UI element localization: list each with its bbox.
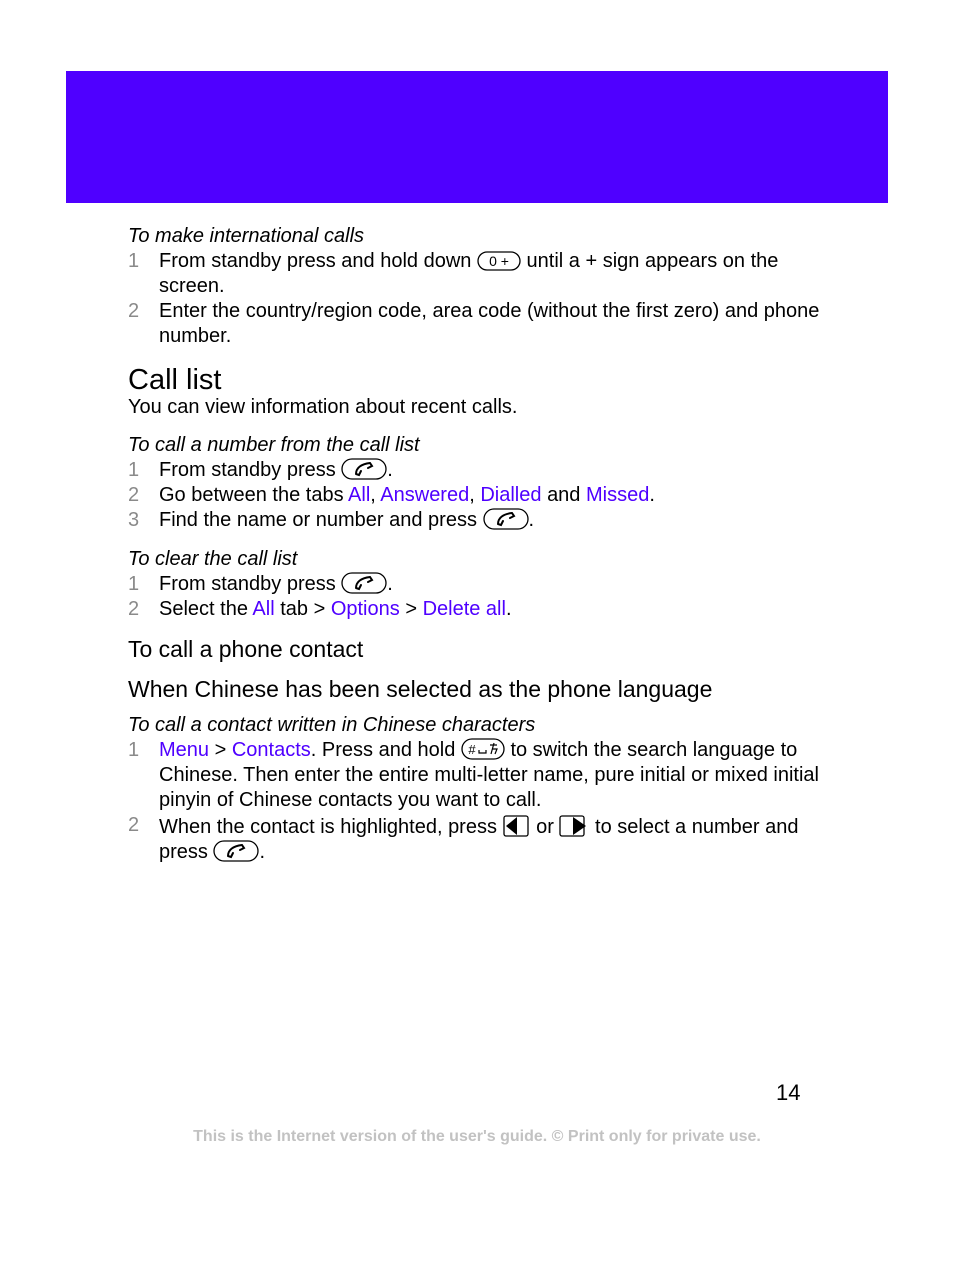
call-number-step-2	[128, 483, 828, 508]
menu-all: All	[252, 598, 275, 620]
call-list-title: Call list	[128, 364, 222, 396]
step-text: .	[528, 509, 535, 531]
menu-options: Options	[330, 598, 400, 620]
separator: ,	[469, 484, 475, 506]
call-key-icon	[483, 508, 529, 530]
step-text: From standby press	[159, 573, 336, 595]
step-number: 1	[128, 573, 140, 595]
step-text: .	[387, 573, 393, 595]
clear-step-2	[128, 597, 828, 622]
key-label: 0 +	[489, 253, 509, 269]
intl-heading: To make international calls	[128, 225, 365, 247]
call-list-intro: You can view information about recent calls.	[128, 396, 518, 418]
separator: >	[214, 739, 227, 761]
call-number-step-1	[128, 458, 828, 483]
step-number: 1	[128, 250, 140, 272]
step-text: tab >	[280, 598, 326, 620]
step-text: Go between the tabs	[159, 484, 344, 506]
clear-heading: To clear the call list	[128, 548, 298, 570]
step-text: When the contact is highlighted, press	[159, 816, 497, 838]
step-text: or	[536, 816, 554, 838]
footer-notice: This is the Internet version of the user's guide. © Print only for private use.	[193, 1128, 761, 1145]
tab-dialled: Dialled	[480, 484, 542, 506]
chinese-step-2	[128, 813, 828, 865]
step-text: .	[387, 459, 393, 481]
step-text: Find the name or number and press	[159, 509, 477, 531]
call-number-step-3	[128, 508, 828, 533]
step-text: Enter the country/region code, area code (without the first zero) and phone number.	[159, 300, 820, 347]
step-text: . Press and hold	[310, 739, 456, 761]
nav-right-key-icon	[559, 813, 589, 837]
step-text: From standby press and hold down	[159, 250, 472, 272]
step-number: 2	[128, 300, 140, 322]
chinese-language-title: When Chinese has been selected as the phone language	[128, 676, 713, 702]
zero-plus-key-icon	[477, 251, 521, 271]
step-text: until a + sign appears on the screen.	[159, 250, 779, 297]
clear-step-1	[128, 572, 828, 597]
step-number: 1	[128, 459, 140, 481]
step-number: 2	[128, 814, 140, 836]
key-label: #	[468, 742, 476, 757]
step-number: 2	[128, 598, 140, 620]
tab-answered: Answered	[380, 484, 470, 506]
chinese-contact-heading: To call a contact written in Chinese characters	[128, 714, 536, 736]
step-text: .	[259, 841, 266, 863]
menu-contacts: Contacts	[231, 739, 311, 761]
menu-delete-all: Delete all	[422, 598, 506, 620]
tab-all: All	[348, 484, 371, 506]
separator: ,	[370, 484, 376, 506]
step-number: 3	[128, 509, 140, 531]
page-number: 14	[776, 1080, 801, 1105]
intl-step-2	[128, 299, 828, 349]
step-text: Select the	[159, 598, 248, 620]
step-text: From standby press	[159, 459, 336, 481]
call-key-icon	[341, 458, 387, 480]
step-number: 1	[128, 739, 140, 761]
step-number: 2	[128, 484, 140, 506]
nav-left-key-icon	[503, 813, 531, 837]
tab-missed: Missed	[586, 484, 650, 506]
call-contact-title: To call a phone contact	[128, 636, 364, 662]
step-text: to switch the search language to Chinese. Then enter the entire multi-letter name, pure initial or mixed initial pinyin of Chinese contacts you want to call.	[159, 739, 819, 811]
call-key-icon	[341, 572, 387, 594]
intl-step-1	[128, 249, 828, 299]
chinese-step-1	[128, 738, 828, 813]
step-text: and	[547, 484, 581, 506]
header-banner	[66, 71, 888, 203]
call-key-icon	[213, 840, 259, 862]
hash-key-icon	[461, 738, 505, 760]
page-content	[128, 224, 828, 865]
menu-menu: Menu	[159, 739, 210, 761]
step-text: .	[649, 484, 655, 506]
separator: >	[405, 598, 417, 620]
call-number-heading: To call a number from the call list	[128, 434, 420, 456]
step-text: to select a number and press	[159, 816, 799, 863]
step-text: .	[505, 598, 512, 620]
